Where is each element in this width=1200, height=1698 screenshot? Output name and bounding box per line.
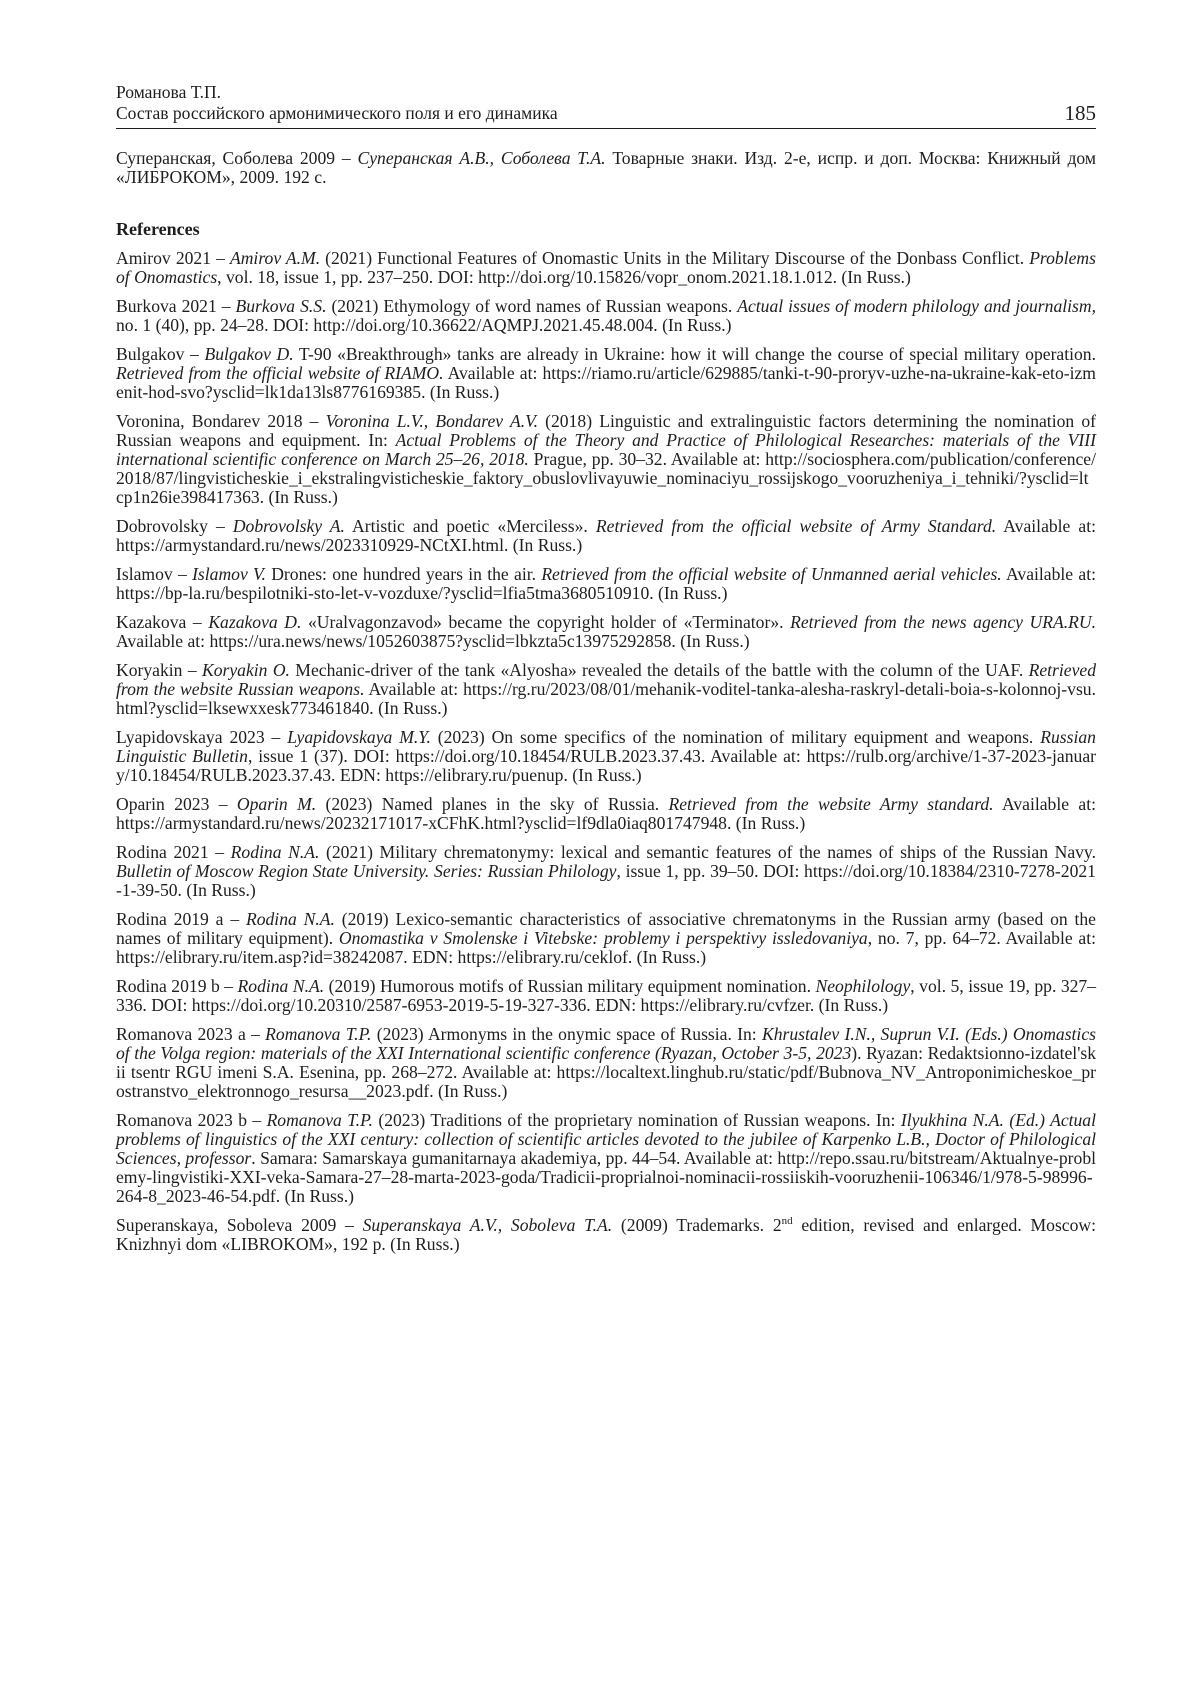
reference-item [116,1025,1096,1101]
ref-key: Romanova 2023 b – [116,1110,267,1130]
ref-title: (2009) Trademarks. 2 [612,1215,782,1235]
header-article-title: Состав российского армонимического поля и его динамика [116,103,558,123]
ref-title: (2018) Linguistic and extralinguistic factors determining the nomination of Russian weapons and equipment. In: [116,411,1097,450]
ref-source: Retrieved from the official website of Army Standard. [595,516,997,536]
ref-authors: Lyapidovskaya M.Y. [287,727,431,747]
ref-details: Available at: https://riamo.ru/article/629885/tanki-t-90-proryv-uzhe-na-ukraine-kak-eto-izmenit-hod-svo?ysclid=lk1da13ls8776169385. (In Russ.) [116,363,1096,402]
ref-key: Dobrovolsky – [116,516,233,536]
ref-authors: Суперанская А.В., Соболева Т.А. [357,148,606,168]
ref-key: Oparin 2023 – [116,794,237,814]
ref-details: . Samara: Samarskaya gumanitarnaya akademiya, pp. 44–54. Available at: http://repo.ssau.ru/bitstream/Aktualnye-problemy-lingvistiki-XXI-veka-Samara-27–28-marta-2023-goda/Tradicii-proprialnoi-nominacii-rossiiskih-vooruzhenii-106346/1/978-5-98996-264-8_2023-46-54.pdf. (In Russ.) [116,1148,1097,1206]
ref-title: Mechanic-driver of the tank «Alyosha» revealed the details of the battle with the column of the UAF. [289,660,1029,680]
reference-item [116,249,1096,287]
ref-details: no. 1 (40), pp. 24–28. DOI: http://doi.org/10.36622/AQMPJ.2021.45.48.004. (In Russ.) [116,315,732,335]
ref-title: T-90 «Breakthrough» tanks are already in Ukraine: how it will change the course of special military operation. [293,344,1097,364]
ref-source: Problems of Onomastics [116,248,1096,287]
ref-title: (2019) Lexico-semantic characteristics of associative chrematonyms in the Russian army (based on the names of military equipment). [116,909,1096,948]
reference-item [116,795,1096,833]
ref-source: Khrustalev I.N., Suprun V.I. (Eds.) Onomastics of the Volga region: materials of the XXI International scientific conference (Ryazan, October 3-5, 2023 [116,1024,1096,1063]
ref-source: Retrieved from the official website of RIAMO. [116,363,444,383]
ref-details: , vol. 5, issue 19, pp. 327–336. DOI: https://doi.org/10.20310/2587-6953-2019-5-19-327-336. EDN: https://elibrary.ru/cvfzer. (In Russ.) [116,976,1097,1015]
ref-key: Kazakova – [116,612,209,632]
ref-authors: Romanova T.P. [266,1110,373,1130]
ref-source: Actual issues of modern philology and journalism, [737,296,1096,316]
ref-details: Prague, pp. 30–32. Available at: http://sociosphera.com/publication/conference/2018/87/lingvisticheskie_i_ekstralingvisticheskie_faktory_obuslovlivayuwie_nominaciyu_rossijskogo_vooruzheniya_i_tehniki/?ysclid=ltcp1n26ie398417363. (In Russ.) [116,449,1096,507]
ref-source: Bulletin of Moscow Region State University. Series: Russian Philology [116,861,617,881]
ref-details: , no. 7, pp. 64–72. Available at: https://elibrary.ru/item.asp?id=38242087. EDN: https://elibrary.ru/ceklof. (In Russ.) [116,928,1096,967]
ref-key: Суперанская, Соболева 2009 – [116,148,358,168]
ref-key: Romanova 2023 a – [116,1024,266,1044]
page [116,82,1096,1264]
running-header [116,82,1096,124]
ref-key: Burkova 2021 – [116,296,236,316]
ref-source: Onomastika v Smolenske i Vitebske: problemy i perspektivy issledovaniya [338,928,868,948]
ref-authors: Romanova T.P. [265,1024,372,1044]
ref-details: Available at: https://armystandard.ru/news/20232171017-xCFhK.html?ysclid=lf9dla0iaq801747948. (In Russ.) [116,794,1096,833]
ref-authors: Burkova S.S. [235,296,327,316]
ref-authors: Kazakova D. [208,612,302,632]
reference-item [116,297,1096,335]
ref-authors: Voronina L.V., Bondarev A.V. [325,411,538,431]
ref-key: Amirov 2021 – [116,248,230,268]
reference-item-last [116,1216,1096,1254]
reference-item [116,977,1096,1015]
reference-item [116,843,1096,900]
reference-item [116,412,1096,507]
ref-authors: Islamov V. [192,564,266,584]
ref-authors: Amirov A.M. [229,248,321,268]
ref-rest: Товарные знаки. Изд. 2-е, испр. и доп. Москва: Книжный дом «ЛИБРОКОМ», 2009. 192 с. [116,148,1096,187]
ref-authors: Bulgakov D. [204,344,294,364]
reference-item [116,1111,1096,1206]
ref-details: edition, revised and enlarged. Moscow: Knizhnyi dom «LIBROKOM», 192 p. (In Russ.) [116,1215,1096,1254]
header-author: Романова Т.П. [116,82,222,102]
ref-authors: Rodina N.A. [230,842,320,862]
reference-item [116,728,1096,785]
page-number: 185 [1064,101,1096,125]
ref-source: Retrieved from the website Army standard. [668,794,994,814]
ref-source: Retrieved from the news agency URA.RU. [790,612,1096,632]
reference-item [116,661,1096,718]
reference-item [116,345,1096,402]
references-list [116,249,1096,1254]
ref-details: ). Ryazan: Redaktsionno-izdatel'skii tsentr RGU imeni S.A. Esenina, pp. 268–272. Available at: https://localtext.linghub.ru/static/pdf/Bubnova_NV_Antroponimicheskoe_prostranstvo_elektronnogo_resursa__2023.pdf. (In Russ.) [116,1043,1097,1101]
ref-details: , issue 1, pp. 39–50. DOI: https://doi.org/10.18384/2310-7278-2021-1-39-50. (In Russ.) [116,861,1096,900]
russian-reference-entry [116,149,1096,187]
ref-details: Available at: https://ura.news/news/1052603875?ysclid=lbkzta5c13975292858. (In Russ.) [116,631,750,651]
ref-details: , issue 1 (37). DOI: https://doi.org/10.18454/RULB.2023.37.43. Available at: https://rulb.org/archive/1-37-2023-january/10.18454/RULB.2023.37.43. EDN: https://elibrary.ru/puenup. (In Russ.) [116,746,1097,785]
reference-item [116,517,1096,555]
reference-item [116,613,1096,651]
ref-source: Russian Linguistic Bulletin [116,727,1096,766]
ref-title: «Uralvagonzavod» became the copyright holder of «Terminator». [301,612,791,632]
ref-details: Available at: https://bp-la.ru/bespilotniki-sto-let-v-vozduxe/?ysclid=lfia5tma3680510910. (In Russ.) [116,564,1096,603]
ref-key: Voronina, Bondarev 2018 – [116,411,326,431]
ref-details: Available at: https://rg.ru/2023/08/01/mehanik-voditel-tanka-alesha-raskryl-detali-boia-s-kolonnoj-vsu.html?ysclid=lksewxxesk773461840. (In Russ.) [116,679,1097,718]
ordinal-suffix: nd [781,1215,793,1228]
ref-title: (2023) Traditions of the proprietary nomination of Russian weapons. In: [372,1110,901,1130]
ref-key: Koryakin – [116,660,202,680]
references-heading: References [116,219,200,239]
ref-title: (2023) Named planes in the sky of Russia. [316,794,669,814]
ref-key: Rodina 2019 b – [116,976,238,996]
ref-title: Drones: one hundred years in the air. [265,564,542,584]
reference-item [116,910,1096,967]
ref-authors: Dobrovolsky A. [232,516,345,536]
ref-title: (2021) Ethymology of word names of Russian weapons. [326,296,738,316]
ref-key: Superanskaya, Soboleva 2009 – [116,1215,363,1235]
ref-key: Lyapidovskaya 2023 – [116,727,288,747]
ref-title: Artistic and poetic «Merciless». [344,516,596,536]
ref-key: Rodina 2019 a – [116,909,246,929]
ref-key: Bulgakov – [116,344,205,364]
ref-authors: Koryakin O. [201,660,290,680]
ref-authors: Oparin M. [236,794,317,814]
ref-source: Neophilology [815,976,911,996]
ref-title: (2023) Armonyms in the onymic space of Russia. In: [371,1024,762,1044]
ref-title: (2019) Humorous motifs of Russian military equipment nomination. [324,976,816,996]
ref-details: Available at: https://armystandard.ru/news/2023310929-NCtXI.html. (In Russ.) [116,516,1097,555]
ref-key: Rodina 2021 – [116,842,231,862]
ref-details: , vol. 18, issue 1, pp. 237–250. DOI: http://doi.org/10.15826/vopr_onom.2021.18.1.012. (In Russ.) [217,267,911,287]
ref-key: Islamov – [116,564,193,584]
ref-title: (2021) Functional Features of Onomastic Units in the Military Discourse of the Donbass Conflict. [320,248,1030,268]
reference-item [116,565,1096,603]
header-title-row [116,103,1096,124]
ref-source: Ilyukhina N.A. (Ed.) Actual problems of linguistics of the XXI century: collection of scientific articles devoted to the jubilee of Karpenko L.B., Doctor of Philological Sciences, professor [116,1110,1096,1168]
ref-source: Actual Problems of the Theory and Practice of Philological Researches: materials of the VIII international scientific conference on March 25–26, 2018. [116,430,1096,469]
ref-authors: Rodina N.A. [237,976,325,996]
ref-authors: Superanskaya A.V., Soboleva T.A. [362,1215,613,1235]
ref-source: Retrieved from the website Russian weapons. [116,660,1096,699]
ref-authors: Rodina N.A. [245,909,335,929]
ref-source: Retrieved from the official website of Unmanned aerial vehicles. [541,564,1002,584]
ref-title: (2023) On some specifics of the nomination of military equipment and weapons. [430,727,1041,747]
ref-title: (2021) Military chrematonymy: lexical and semantic features of the names of ships of the Russian Navy. [319,842,1096,862]
header-rule [116,128,1096,129]
